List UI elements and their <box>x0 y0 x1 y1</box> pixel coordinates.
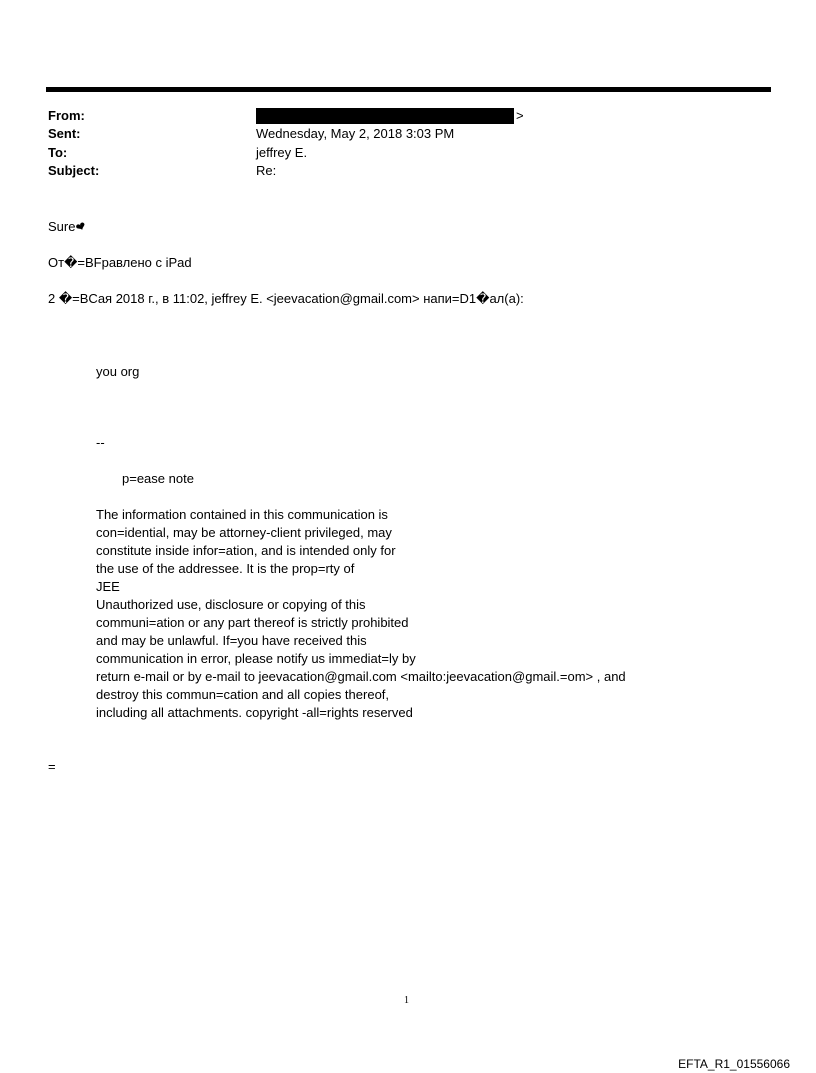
sig-separator: -- <box>96 435 105 450</box>
sent-label: Sent: <box>48 126 81 141</box>
subject-value: Re: <box>256 163 277 178</box>
disclaimer-line: The information contained in this communication is <box>96 507 388 522</box>
sent-value: Wednesday, May 2, 2018 3:03 PM <box>256 126 455 141</box>
quoted-message: you org <box>96 364 140 379</box>
disclaimer-line: constitute inside infor=ation, and is intended only for <box>96 543 396 558</box>
disclaimer-line: return e-mail or by e-mail to jeevacation@gmail.com <mailto:jeevacation@gmail.=om> , and <box>96 669 626 684</box>
disclaimer-line: including all attachments. copyright -all=rights reserved <box>96 705 413 720</box>
page-number: 1 <box>404 995 409 1006</box>
disclaimer-line: destroy this commun=cation and all copies thereof, <box>96 687 390 702</box>
header-rule <box>46 87 771 92</box>
quote-intro: 2 �=BCая 2018 г., в 11:02, jeffrey E. <jeevacation@gmail.com> напи=D1�ал(а): <box>48 291 524 306</box>
disclaimer-line: communi=ation or any part thereof is strictly prohibited <box>96 615 409 630</box>
redacted-sender <box>256 108 514 124</box>
from-label: From: <box>48 108 85 123</box>
reply-line <box>48 218 90 236</box>
heart-icon: ❤ <box>73 218 90 236</box>
disclaimer-line: the use of the addressee. It is the prop=rty of <box>96 561 355 576</box>
disclaimer-line: con=idential, may be attorney-client privileged, may <box>96 525 392 540</box>
subject-label: Subject: <box>48 163 100 178</box>
disclaimer-line: Unauthorized use, disclosure or copying of this <box>96 597 366 612</box>
disclaimer-line: JEE <box>96 579 120 594</box>
to-value: jeffrey E. <box>256 145 308 160</box>
reply-text: Sure <box>48 219 76 234</box>
signature: От�=BFравлено с iPad <box>48 255 192 270</box>
trailing-mark: = <box>48 759 56 774</box>
disclaimer-line: communication in error, please notify us immediat=ly by <box>96 651 416 666</box>
document-id: EFTA_R1_01556066 <box>678 1057 790 1071</box>
please-note: p=ease note <box>122 471 194 486</box>
to-label: To: <box>48 145 68 160</box>
disclaimer-line: and may be unlawful. If=you have received this <box>96 633 367 648</box>
from-suffix: > <box>516 108 524 123</box>
